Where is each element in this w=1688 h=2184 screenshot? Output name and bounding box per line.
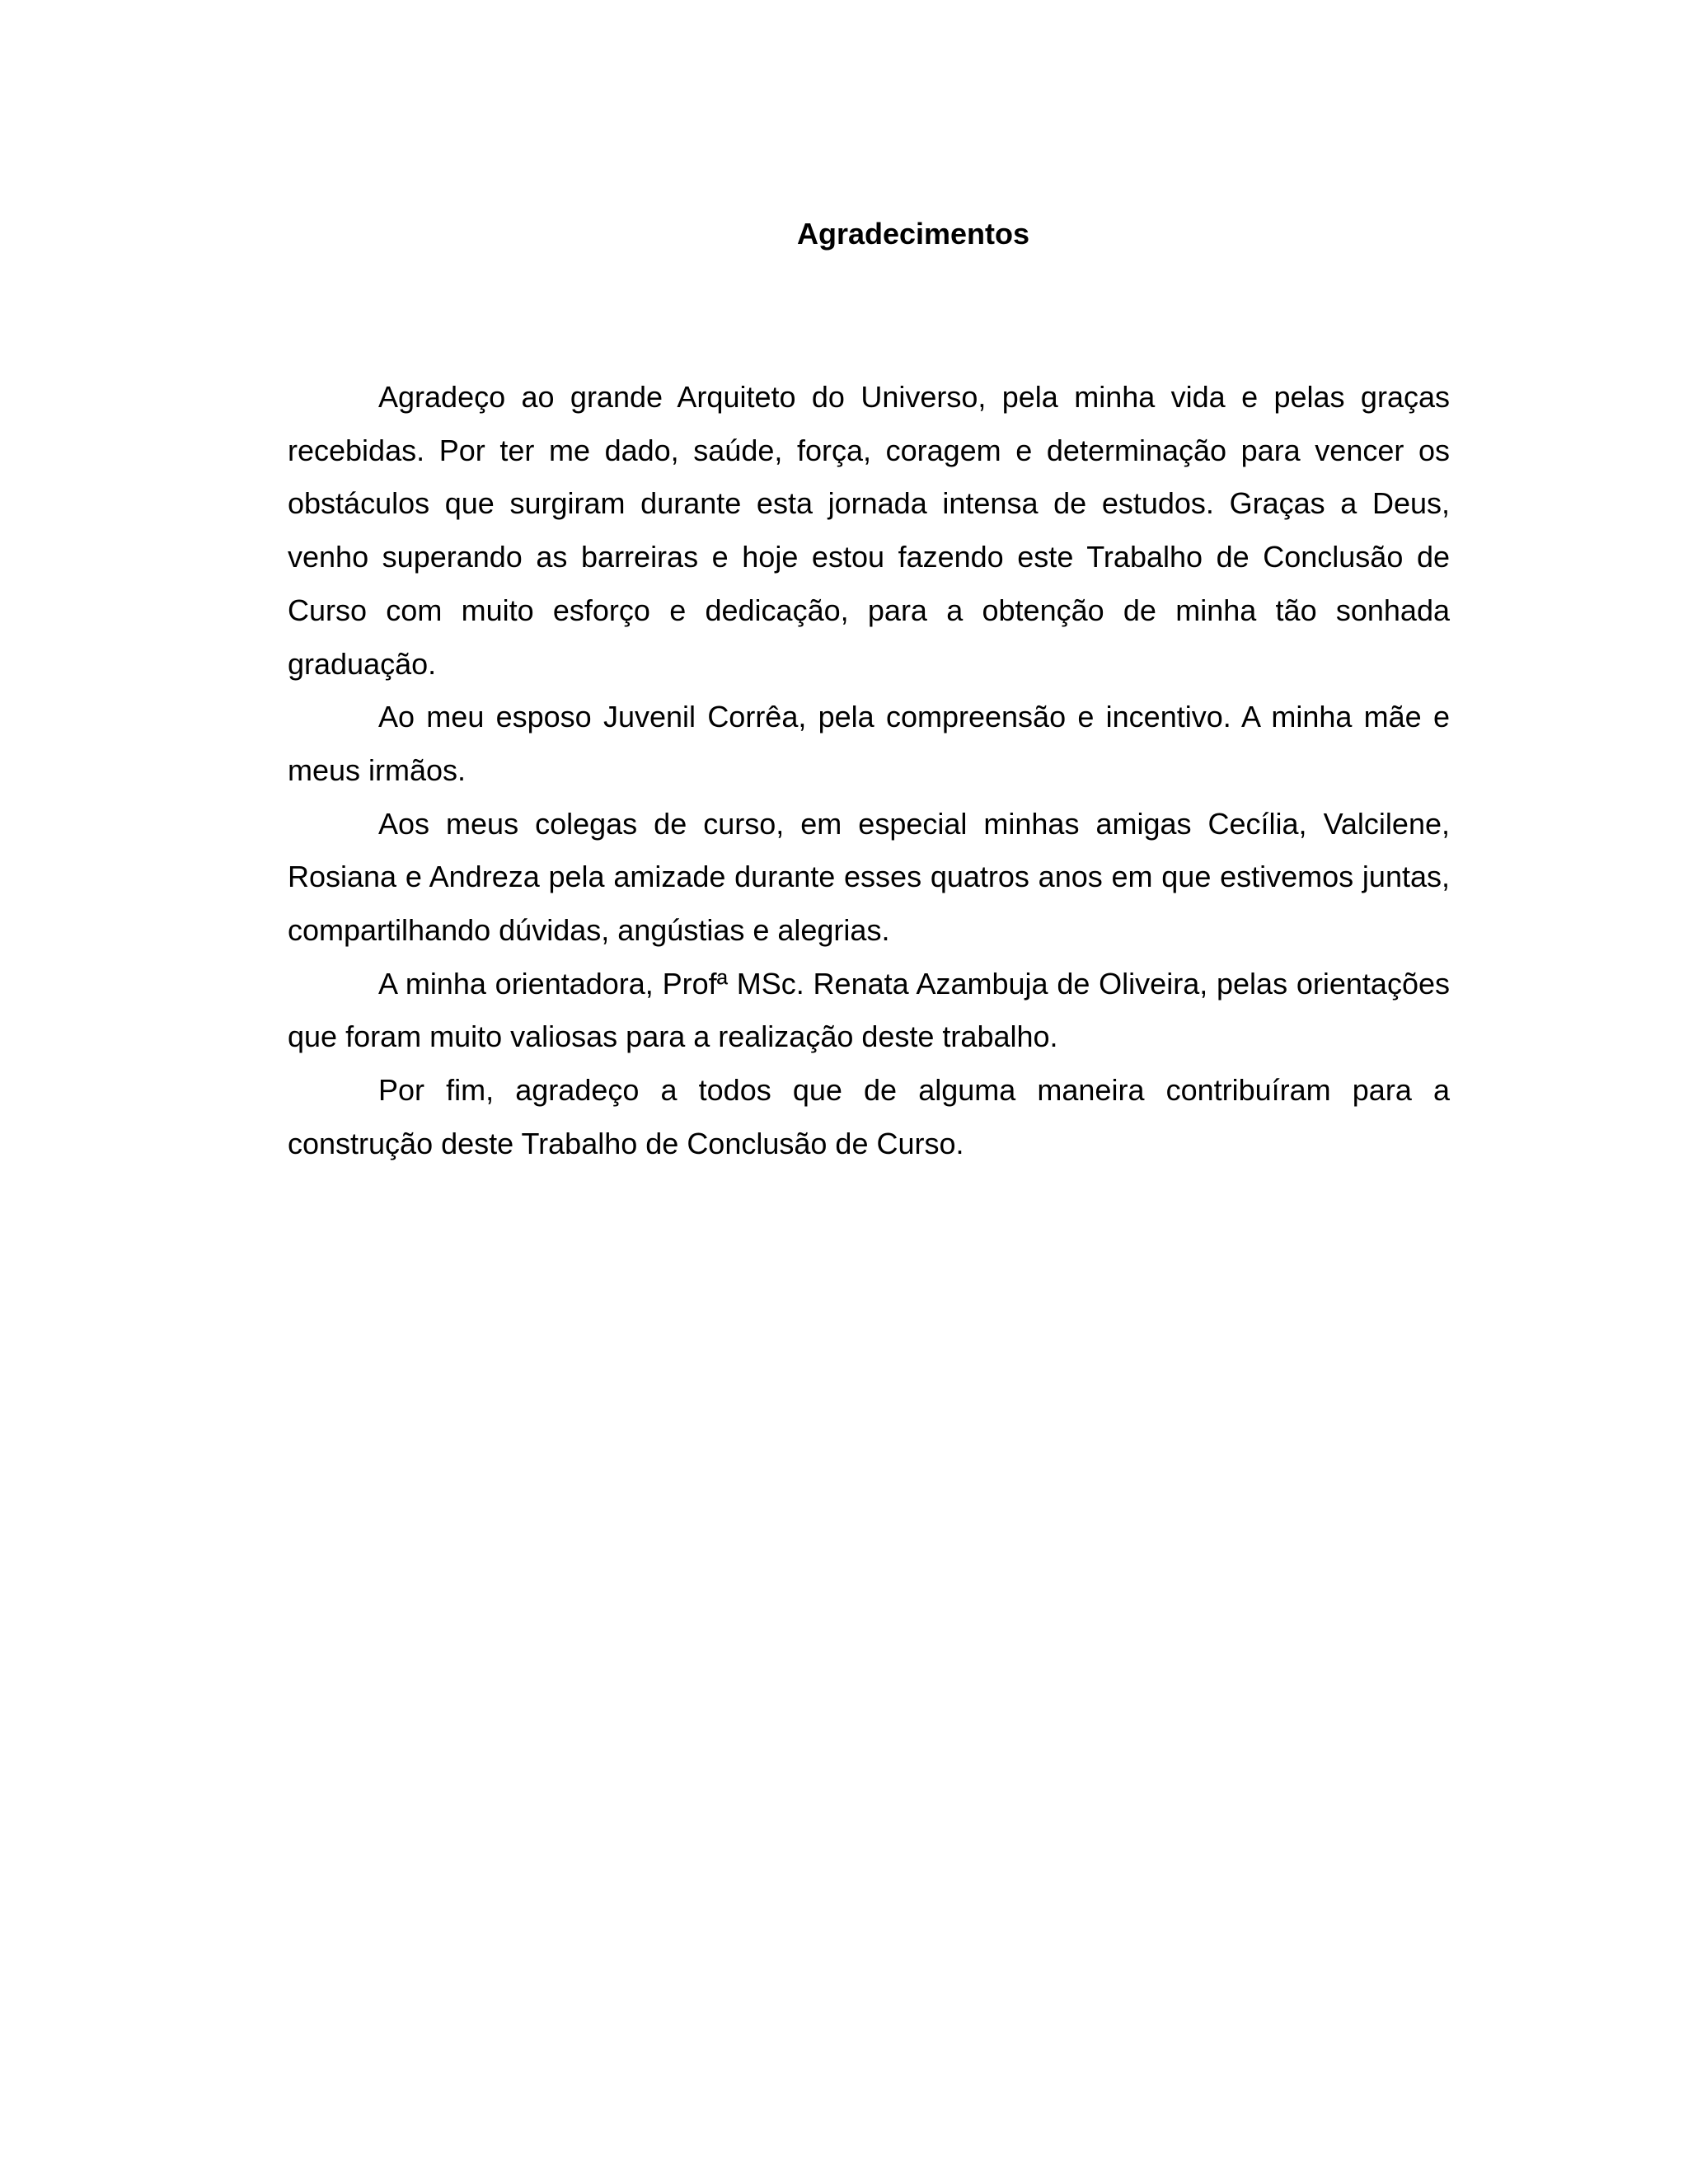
- paragraph-colleagues: Aos meus colegas de curso, em especial minhas amigas Cecília, Valcilene, Rosiana e Andreza pela amizade durante esses quatros anos em que estivemos juntas, compartilhando dúvidas, angústias e alegrias.: [288, 806, 1450, 948]
- paragraph-advisor: A minha orientadora, Profª MSc. Renata Azambuja de Oliveira, pelas orientações que foram muito valiosas para a realização deste trabalho.: [288, 966, 1450, 1054]
- acknowledgements-body: [288, 371, 1450, 1171]
- page-title: Agradecimentos: [796, 217, 1030, 251]
- paragraph-closing: Por fim, agradeço a todos que de alguma maneira contribuíram para a construção deste Trabalho de Conclusão de Curso.: [288, 1073, 1450, 1160]
- paragraph-family: Ao meu esposo Juvenil Corrêa, pela compreensão e incentivo. A minha mãe e meus irmãos.: [288, 700, 1450, 787]
- paragraph-gratitude-god: Agradeço ao grande Arquiteto do Universo, pela minha vida e pelas graças recebidas. Por ter me dado, saúde, força, coragem e determinação para vencer os obstáculos que surgiram durante esta jornada intensa de estudos. Graças a Deus, venho superando as barreiras e hoje estou fazendo este Trabalho de Conclusão de Curso com muito esforço e dedicação, para a obtenção de minha tão sonhada graduação.: [288, 380, 1450, 681]
